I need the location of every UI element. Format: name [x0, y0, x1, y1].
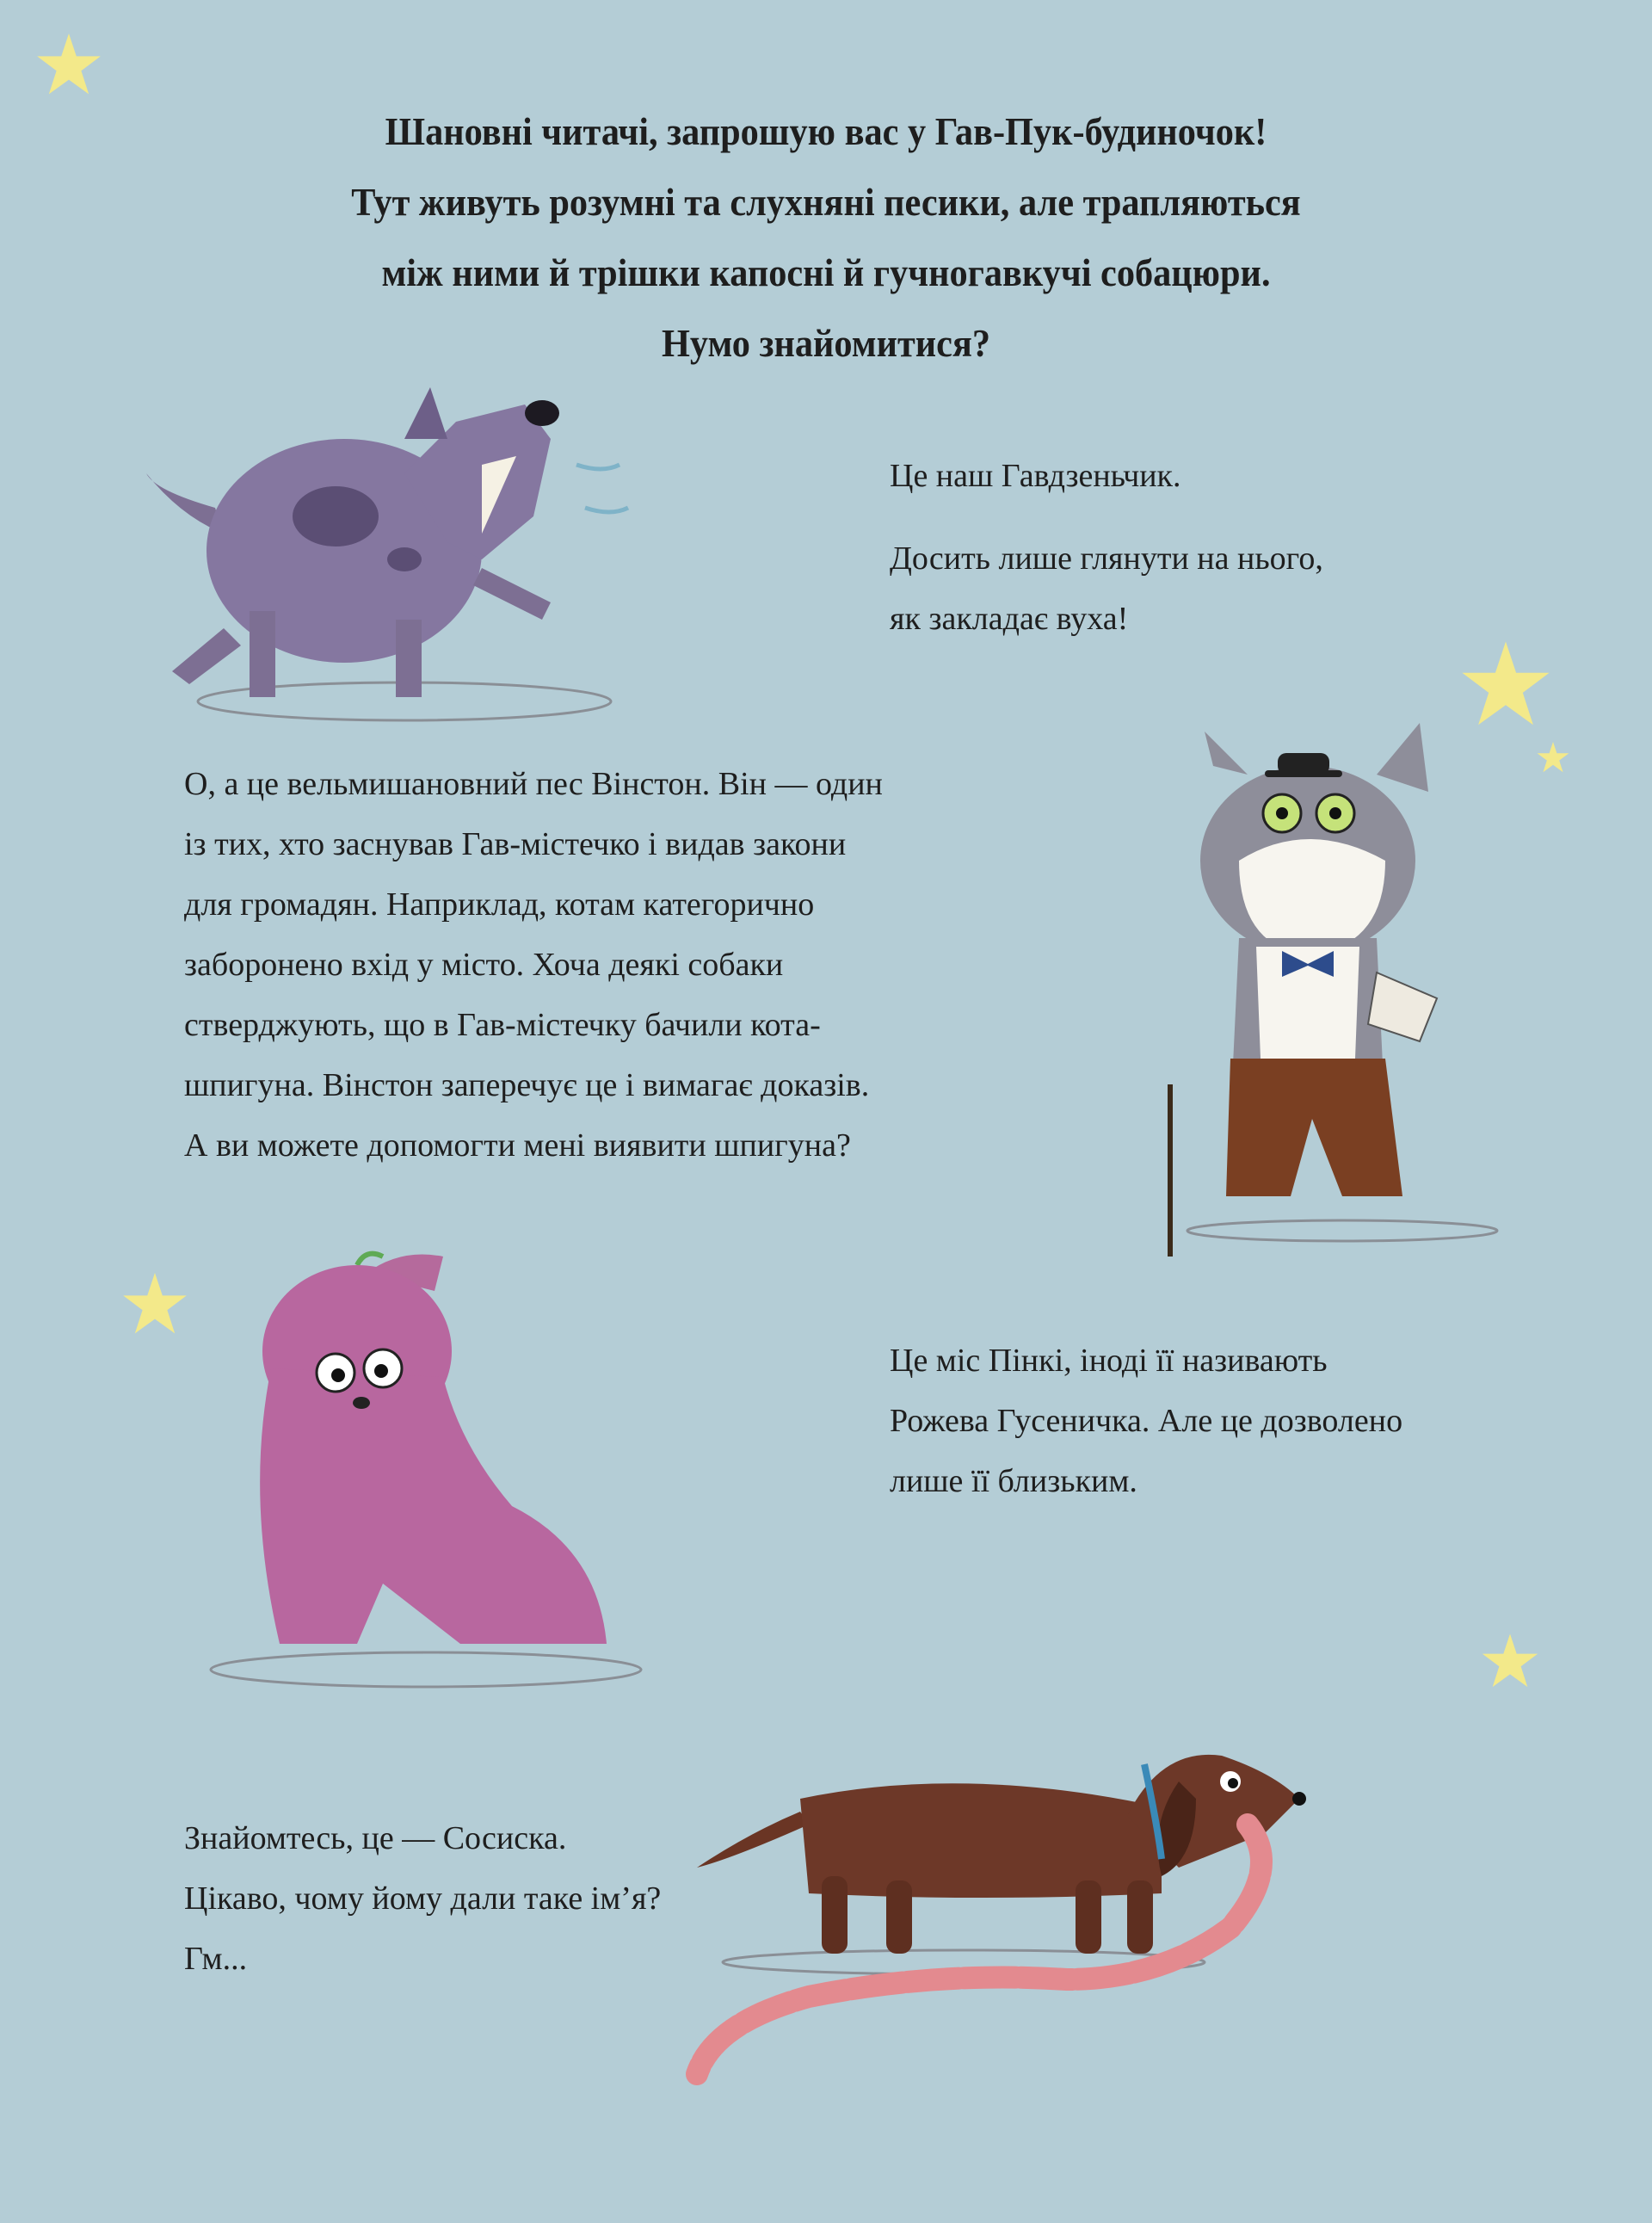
intro-line: Тут живуть розумні та слухняні песики, але трапляються	[351, 180, 1301, 224]
text-line: Це міс Пінкі, іноді її називають	[890, 1343, 1328, 1379]
star-icon	[1536, 740, 1570, 775]
sausage-dog-illustration	[680, 1730, 1506, 2117]
text-line: шпигуна. Вінстон заперечує це і вимагає доказів.	[184, 1067, 870, 1103]
pinky-text	[890, 1331, 1402, 1511]
text-line: стверджують, що в Гав-містечку бачили кота-	[184, 1007, 821, 1043]
star-icon	[120, 1269, 189, 1338]
text-line: Цікаво, чому йому дали таке ім’я?	[184, 1880, 662, 1917]
text-line: Рожева Гусеничка. Але це дозволено	[890, 1403, 1403, 1439]
intro-line: між ними й трішки капосні й гучногавкучі собацюри.	[381, 250, 1271, 294]
text-line: як закладає вуха!	[890, 601, 1129, 637]
intro-line: Шановні читачі, запрошую вас у Гав-Пук-будиночок!	[385, 109, 1267, 153]
star-icon	[34, 30, 103, 99]
text-line: А ви можете допомогти мені виявити шпигуна?	[184, 1127, 851, 1164]
text-line: О, а це вельмишановний пес Вінстон. Він — один	[184, 766, 883, 802]
text-line: лише її близьким.	[890, 1463, 1137, 1499]
text-line: заборонено вхід у місто. Хоча деякі собаки	[184, 947, 784, 983]
text-line: із тих, хто заснував Гав-містечко і видав закони	[184, 826, 847, 862]
star-icon	[1480, 1631, 1540, 1691]
winston-text	[184, 754, 883, 1176]
text-line: Гм...	[184, 1941, 248, 1977]
winston-dog-illustration	[1144, 714, 1506, 1265]
sosyska-text	[184, 1808, 661, 1989]
barking-dog-illustration	[120, 370, 706, 732]
intro-line: Нумо знайомитися?	[661, 321, 991, 365]
gavdzenchyk-text	[890, 446, 1323, 649]
text-line: для громадян. Наприклад, котам категорично	[184, 886, 815, 923]
intro-heading	[66, 96, 1586, 379]
text-line: Це наш Гавдзеньчик.	[890, 458, 1181, 494]
text-line: Знайомтесь, це — Сосиска.	[184, 1820, 567, 1856]
pinky-dog-illustration	[185, 1239, 693, 1704]
text-line: Досить лише глянути на нього,	[890, 540, 1323, 577]
